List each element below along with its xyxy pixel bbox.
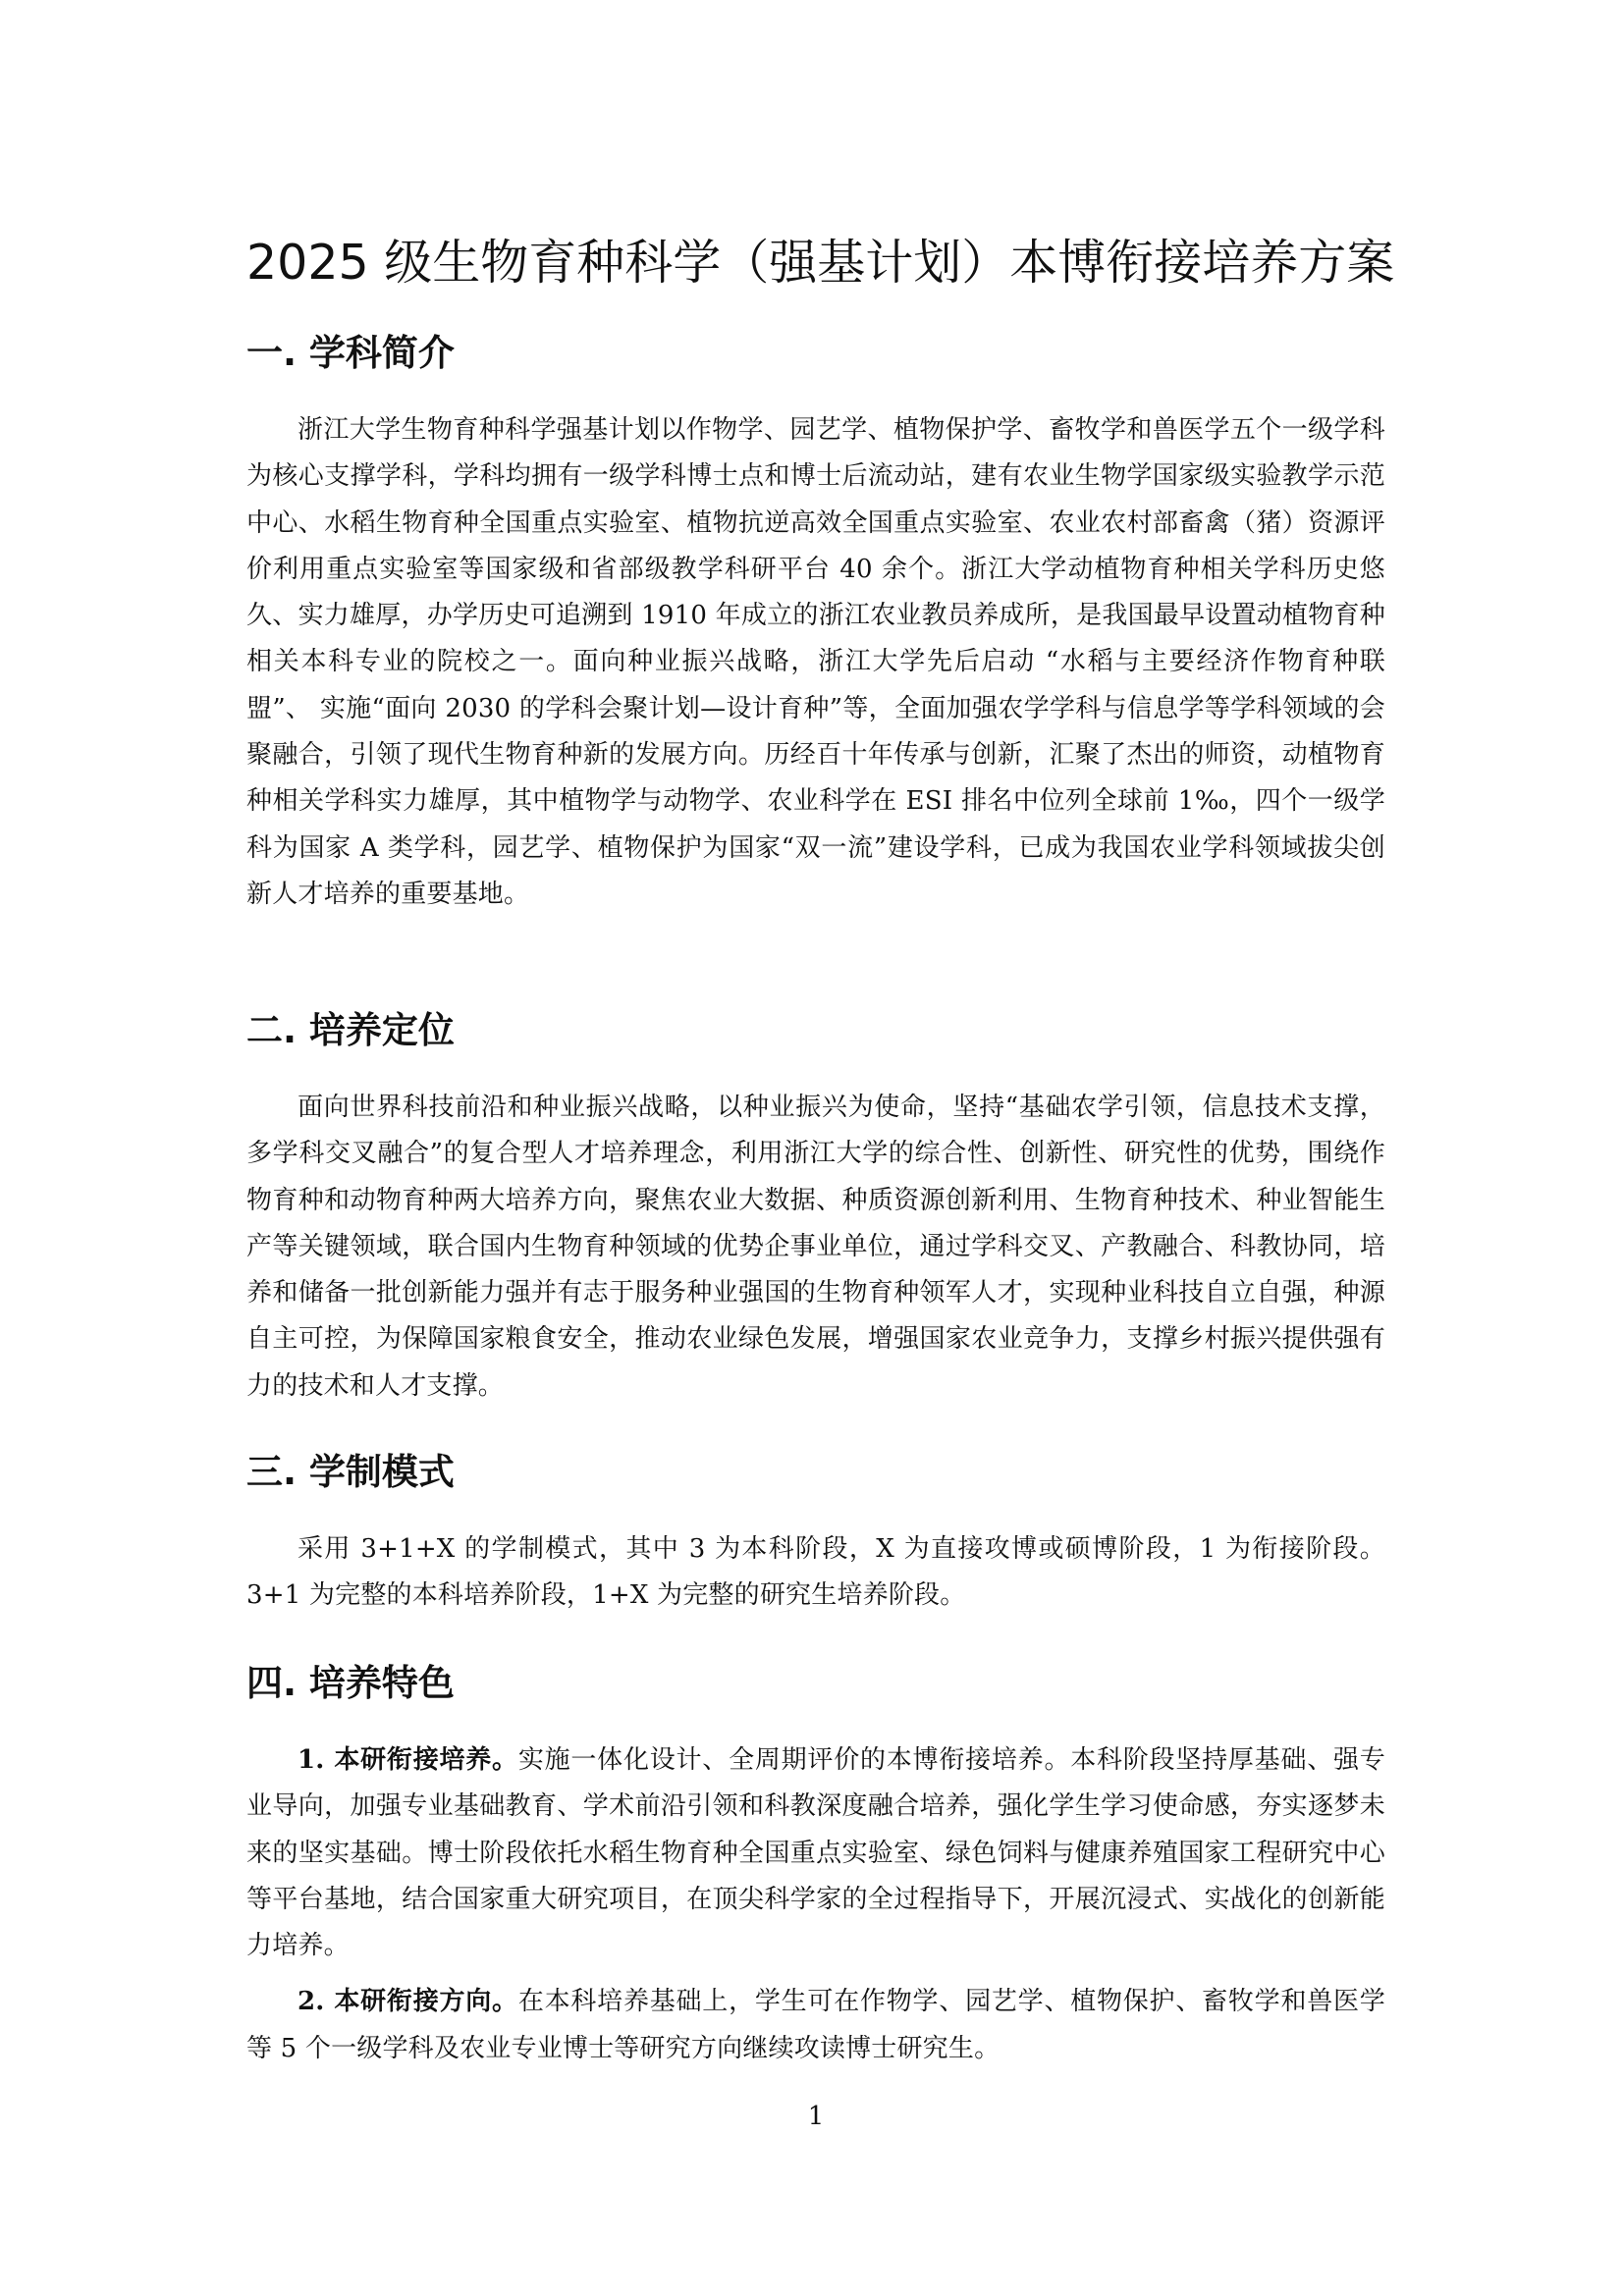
paragraph: 采用 3+1+X 的学制模式，其中 3 为本科阶段，X 为直接攻博或硕博阶段，1 为衔接阶段。3+1 为完整的本科培养阶段，1+X 为完整的研究生培养阶段。 bbox=[246, 1534, 1385, 1611]
section-academic-system bbox=[246, 1445, 1385, 1620]
document-title: 2025 级生物育种科学（强基计划）本博衔接培养方案 bbox=[246, 235, 1395, 291]
section-training-features bbox=[246, 1656, 1385, 2072]
paragraph: 面向世界科技前沿和种业振兴战略，以种业振兴为使命，坚持“基础农学引领，信息技术支撑，多学科交叉融合”的复合型人才培养理念，利用浙江大学的综合性、创新性、研究性的优势，围绕作物育种和动物育种两大培养方向，聚焦农业大数据、种质资源创新利用、生物育种技术、种业智能生产等关键领域，联合国内生物育种领域的优势企事业单位，通过学科交叉、产教融合、科教协同，培养和储备一批创新能力强并有志于服务种业强国的生物育种领军人才，实现种业科技自立自强，种源自主可控，为保障国家粮食安全，推动农业绿色发展，增强国家农业竞争力，支撑乡村振兴提供强有力的技术和人才支撑。 bbox=[246, 1093, 1385, 1401]
feature-lead: 2. 本研衔接方向。 bbox=[298, 1987, 518, 2017]
feature-text: 实施一体化设计、全周期评价的本博衔接培养。本科阶段坚持厚基础、强专业导向，加强专业基础教育、学术前沿引领和科教深度融合培养，强化学生学习使命感，夯实逐梦未来的坚实基础。博士阶段依托水稻生物育种全国重点实验室、绿色饲料与健康养殖国家工程研究中心等平台基地，结合国家重大研究项目，在顶尖科学家的全过程指导下，开展沉浸式、实战化的创新能力培养。 bbox=[246, 1745, 1385, 1961]
section-training-positioning bbox=[246, 1003, 1385, 1410]
section-heading: 二. 培养定位 bbox=[246, 1009, 455, 1051]
section-heading: 三. 学制模式 bbox=[246, 1451, 455, 1493]
paragraph: 浙江大学生物育种科学强基计划以作物学、园艺学、植物保护学、畜牧学和兽医学五个一级学科为核心支撑学科，学科均拥有一级学科博士点和博士后流动站，建有农业生物学国家级实验教学示范中心、水稻生物育种全国重点实验室、植物抗逆高效全国重点实验室、农业农村部畜禽（猪）资源评价利用重点实验室等国家级和省部级教学科研平台 40 余个。浙江大学动植物育种相关学科历史悠久、实力雄厚，办学历史可追溯到 1910 年成立的浙江农业教员养成所，是我国最早设置动植物育种相关本科专业的院校之一。面向种业振兴战略，浙江大学先后启动 “水稻与主要经济作物育种联盟”、 实施“面向 2030 的学科会聚计划—设计育种”等，全面加强农学学科与信息学等学科领域的会聚融合，引领了现代生物育种新的发展方向。历经百十年传承与创新，汇聚了杰出的师资，动植物育种相关学科实力雄厚，其中植物学与动物学、农业科学在 ESI 排名中位列全球前 1‰，四个一级学科为国家 A 类学科，园艺学、植物保护为国家“双一流”建设学科，已成为我国农业学科领域拔尖创新人才培养的重要基地。 bbox=[246, 415, 1385, 909]
section-heading: 一. 学科简介 bbox=[246, 332, 455, 374]
page-number: 1 bbox=[807, 2102, 825, 2131]
feature-paragraph bbox=[246, 1979, 1385, 2072]
feature-paragraph bbox=[246, 1737, 1385, 1969]
section-discipline-intro bbox=[246, 326, 1385, 918]
section-heading: 四. 培养特色 bbox=[246, 1662, 455, 1704]
feature-text: 在本科培养基础上，学生可在作物学、园艺学、植物保护、畜牧学和兽医学等 5 个一级学科及农业专业博士等研究方向继续攻读博士研究生。 bbox=[246, 1987, 1385, 2063]
feature-lead: 1. 本研衔接培养。 bbox=[298, 1745, 518, 1775]
